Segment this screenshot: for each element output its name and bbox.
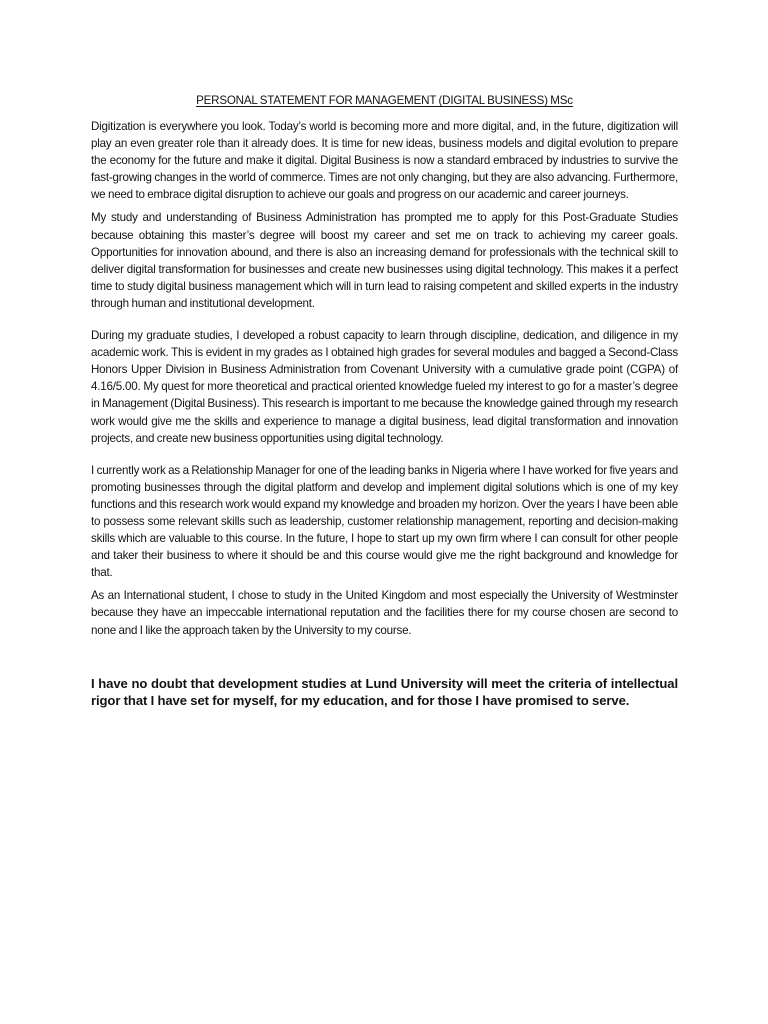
paragraph-academic-background: During my graduate studies, I developed a robust capacity to learn through discipline, dedication, and diligence in my academic work. This is evident in my grades as I obtained high grades for several modules and bagged a Second-Class Honors Upper Division in Business Administration from Covenant University with a cumulative grade point (CGPA) of 4.16/5.00. My quest for more theoretical and practical oriented knowledge fueled my interest to go for a master’s degree in Management (Digital Business). This research is important to me because the knowledge gained through my research work would give me the skills and experience to manage a digital business, lead digital transformation and innovation projects, and create new business opportunities using digital technology.: [91, 329, 678, 445]
paragraph-motivation: My study and understanding of Business Administration has prompted me to apply for this Post-Graduate Studies because obtaining this master’s degree will boost my career and set me on track to achieving my career goals. Opportunities for innovation abound, and there is also an increasing demand for professionals with the technical skill to deliver digital transformation for businesses and create new businesses using digital technology. This makes it a perfect time to study digital business management which will in turn lead to raising competent and skilled experts in the industry through human and institutional development.: [91, 211, 678, 310]
paragraph-work-experience: I currently work as a Relationship Manager for one of the leading banks in Nigeria where I have worked for five years and promoting businesses through the digital platform and develop and implement digital solutions which is one of my key functions and this research work would expand my knowledge and broaden my horizon. Over the years I have been able to possess some relevant skills such as leadership, customer relationship management, reporting and decision-making skills which are valuable to this course. In the future, I hope to start up my own firm where I can consult for other people and taker their business to where it should be and this course would give me the right background and knowledge for that.: [91, 463, 678, 580]
paragraph-digitization: Digitization is everywhere you look. Today’s world is becoming more and more digital, and, in the future, digitization will play an even greater role than it already does. It is time for new ideas, business models and digital evolution to prepare the economy for the future and make it digital. Digital Business is now a standard embraced by industries to survive the fast-growing changes in the world of commerce. Times are not only changing, but they are also advancing. Furthermore, we need to embrace digital disruption to achieve our goals and progress on our academic and career journeys.: [91, 120, 678, 202]
document-title: PERSONAL STATEMENT FOR MANAGEMENT (DIGITAL BUSINESS) MSc: [196, 94, 573, 107]
document-body: [91, 92, 678, 709]
closing-statement: I have no doubt that development studies at Lund University will meet the criteria of intellectual rigor that I have set for myself, for my education, and for those I have promised to serve.: [91, 675, 678, 709]
paragraph-university-choice: As an International student, I chose to study in the United Kingdom and most especially the University of Westminster because they have an impeccable international reputation and the facilities there for my course chosen are second to none and I like the approach taken by the University to my course.: [91, 589, 678, 637]
